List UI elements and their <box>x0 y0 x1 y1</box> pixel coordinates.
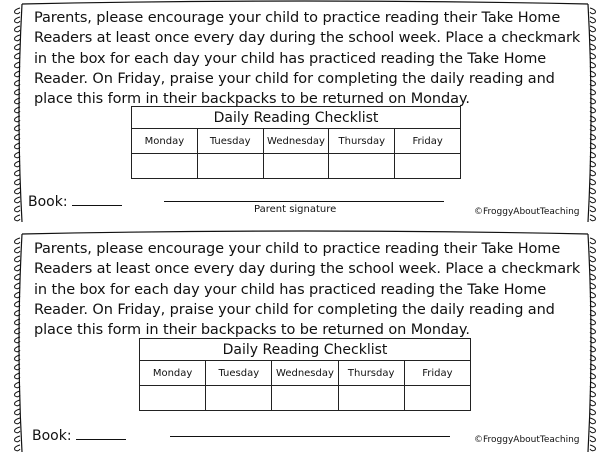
instructions-text: Parents, please encourage your child to practice reading their Take Home Readers at least once every day during the school week. Place a checkmark in the box for each day your child has practiced reading the Take Home Reader. On Friday, praise your child for completing the daily reading and place this form in their backpacks to be returned on Monday. <box>34 10 581 108</box>
day-header: Friday <box>404 361 470 386</box>
day-header: Monday <box>140 361 206 386</box>
day-header: Thursday <box>338 361 404 386</box>
checklist-table <box>139 360 471 411</box>
checkbox-wednesday[interactable] <box>263 154 329 179</box>
day-header: Tuesday <box>197 129 263 154</box>
book-label: Book: <box>32 428 72 444</box>
reading-checklist <box>139 338 471 411</box>
book-field <box>28 193 122 210</box>
signature-line[interactable] <box>164 201 444 202</box>
day-header: Monday <box>132 129 198 154</box>
checkbox-tuesday[interactable] <box>206 386 272 411</box>
checkbox-monday[interactable] <box>140 386 206 411</box>
checklist-header-row <box>132 129 461 154</box>
signature-label: Parent signature <box>254 204 337 215</box>
checklist-title: Daily Reading Checklist <box>131 106 461 128</box>
checklist-title: Daily Reading Checklist <box>139 338 471 360</box>
credit-text: ©FroggyAboutTeaching <box>474 207 580 217</box>
reading-slip-bottom <box>0 230 608 456</box>
checklist-table <box>131 128 461 179</box>
instructions-text: Parents, please encourage your child to practice reading their Take Home Readers at least once every day during the school week. Place a checkmark in the box for each day your child has practiced reading the Take Home Reader. On Friday, praise your child for completing the daily reading and place this form in their backpacks to be returned on Monday. <box>34 241 581 339</box>
reading-checklist <box>131 106 461 179</box>
checkbox-tuesday[interactable] <box>197 154 263 179</box>
checkbox-friday[interactable] <box>404 386 470 411</box>
checkbox-row <box>132 154 461 179</box>
credit-text: ©FroggyAboutTeaching <box>474 435 580 445</box>
day-header: Tuesday <box>206 361 272 386</box>
book-blank[interactable] <box>76 427 126 440</box>
checkbox-monday[interactable] <box>132 154 198 179</box>
reading-slip-top <box>0 0 608 226</box>
checkbox-wednesday[interactable] <box>272 386 338 411</box>
book-blank[interactable] <box>72 193 122 206</box>
day-header: Thursday <box>329 129 395 154</box>
checkbox-thursday[interactable] <box>338 386 404 411</box>
checkbox-friday[interactable] <box>395 154 461 179</box>
checkbox-thursday[interactable] <box>329 154 395 179</box>
book-field <box>32 427 126 444</box>
signature-line[interactable] <box>170 436 450 437</box>
checkbox-row <box>140 386 471 411</box>
day-header: Wednesday <box>272 361 338 386</box>
day-header: Friday <box>395 129 461 154</box>
book-label: Book: <box>28 194 68 210</box>
checklist-header-row <box>140 361 471 386</box>
day-header: Wednesday <box>263 129 329 154</box>
